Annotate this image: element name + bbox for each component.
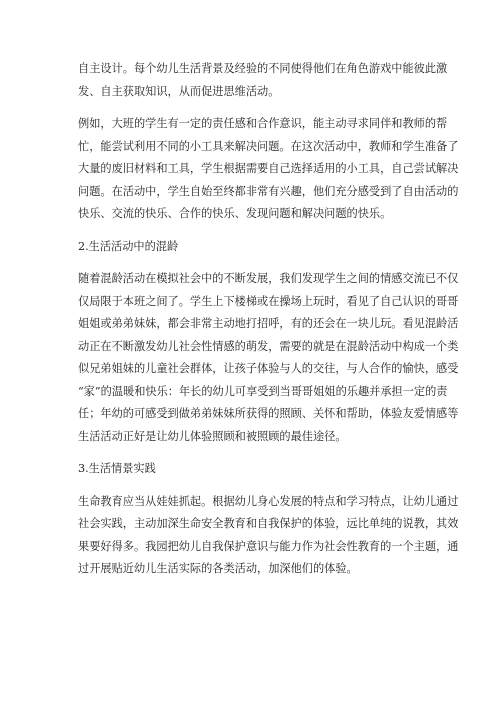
text-line: 生命教育应当从娃娃抓起。根据幼儿身心发展的特点和学习特点，让幼儿通过: [78, 494, 459, 508]
text-line: 忙，能尝试利用不同的小工具来解决问题。在这次活动中，教师和学生准备了: [78, 139, 459, 153]
paragraph-2: [78, 113, 459, 226]
paragraph-4: [78, 491, 459, 581]
text-line: 自主设计。每个幼儿生活背景及经验的不同使得他们在角色游戏中能彼此激: [78, 62, 448, 75]
text-line: 发、自主获取知识，从而促进思维活动。: [78, 84, 280, 98]
text-line: 似兄弟姐妹的儿童社会群体，让孩子体验与人的交往，与人合作的愉快，感受: [78, 362, 459, 375]
text-line: 大量的废旧材料和工具，学生根据需要自己选择适用的小工具，自己尝试解决: [78, 162, 459, 175]
text-line: 动正在不断激发幼儿社会性情感的萌发，需要的就是在混龄活动中构成一个类: [78, 339, 459, 353]
text-line: 问题。在活动中，学生自始至终都非常有兴趣，他们充分感受到了自由活动的: [78, 184, 459, 198]
text-line: 例如，大班的学生有一定的责任感和合作意识，能主动寻求同伴和教师的帮: [78, 117, 448, 130]
text-line: “家”的温暖和快乐：年长的幼儿可享受到当哥哥姐姐的乐趣并承担一定的责: [78, 384, 448, 398]
text-line: 姐姐或弟弟妹妹，都会非常主动地打招呼，有的还会在一块儿玩。看见混龄活: [78, 317, 459, 330]
paragraph-3: [78, 268, 459, 448]
text-line: 过开展贴近幼儿生活实际的各类活动，加深他们的体验。: [78, 562, 358, 575]
document-page: [78, 58, 459, 581]
paragraph-1: [78, 58, 448, 103]
text-line: 任；年幼的可感受到做弟弟妹妹所获得的照顾、关怀和帮助，体验友爱情感等: [78, 407, 459, 420]
text-line: 社会实践，主动加深生命安全教育和自我保护的体验，远比单纯的说教，其效: [78, 517, 459, 530]
text-line: 快乐、交流的快乐、合作的快乐、发现问题和解决问题的快乐。: [78, 207, 392, 220]
text-line: 仅局限于本班之间了。学生上下楼梯或在操场上玩时，看见了自己认识的哥哥: [78, 294, 459, 308]
text-line: 果要好得多。我园把幼儿自我保护意识与能力作为社会性教育的一个主题，通: [78, 539, 459, 553]
section-heading-3: 3.生活情景实践: [78, 462, 156, 475]
section-heading-2: 2.生活活动中的混龄: [78, 239, 179, 253]
text-line: 随着混龄活动在模拟社会中的不断发展，我们发现学生之间的情感交流已不仅: [78, 272, 459, 285]
text-line: 生活活动正好是让幼儿体验照顾和被照顾的最佳途径。: [78, 429, 347, 443]
